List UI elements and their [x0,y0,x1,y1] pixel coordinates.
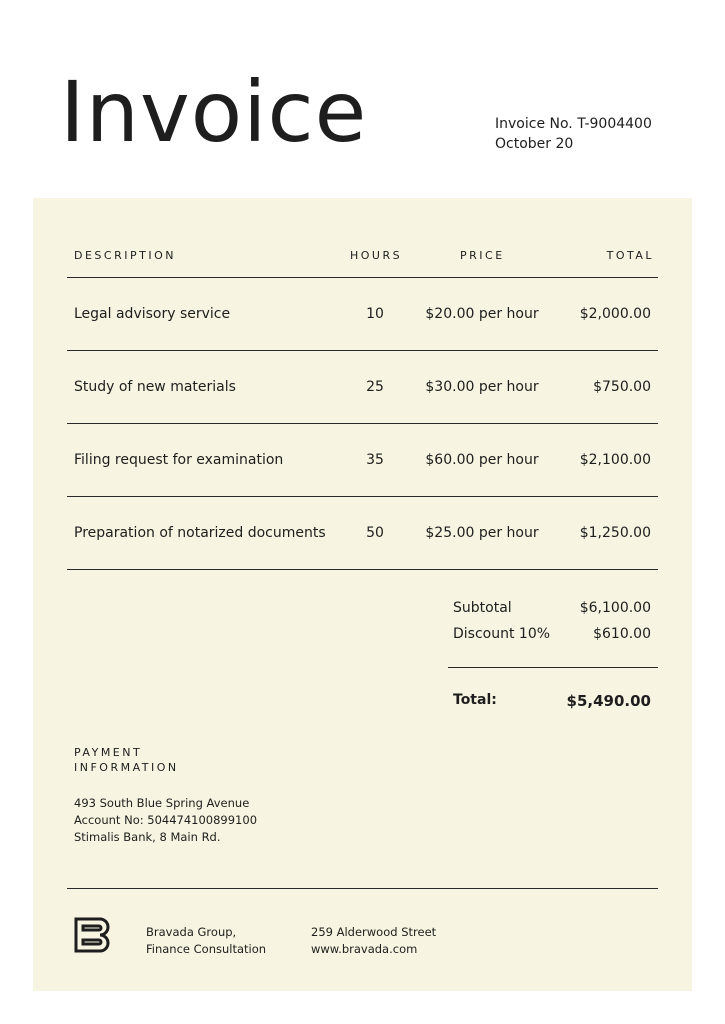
payment-account: Account No: 504474100899100 [74,813,258,827]
payment-information-heading [74,745,214,775]
row-hours: 10 [366,306,384,322]
payment-heading-line2: INFORMATION [74,761,179,774]
table-bottom-divider [67,569,658,570]
table-row [33,351,692,424]
payment-address: 493 South Blue Spring Avenue [74,796,250,810]
grand-total-label: Total: [453,692,497,708]
row-total: $1,250.00 [579,525,651,541]
payment-details [74,795,257,846]
company-street: 259 Alderwood Street [311,925,437,939]
subtotal-value: $6,100.00 [579,600,651,616]
company-department: Finance Consultation [146,942,267,956]
row-hours: 25 [366,379,384,395]
summary-divider [448,667,658,668]
row-description: Study of new materials [74,379,236,395]
invoice-number: Invoice No. T-9004400 [495,116,652,132]
row-description: Preparation of notarized documents [74,525,326,541]
subtotal-label: Subtotal [453,600,512,616]
payment-heading-line1: PAYMENT [74,746,143,759]
row-price: $25.00 per hour [425,525,539,541]
row-total: $750.00 [593,379,651,395]
invoice-date: October 20 [495,136,574,152]
invoice-title: Invoice [60,63,368,161]
column-header-price: PRICE [460,249,505,262]
row-price: $20.00 per hour [425,306,539,322]
invoice-meta [495,114,652,154]
row-total: $2,100.00 [579,452,651,468]
table-row [33,278,692,351]
company-website[interactable]: www.bravada.com [311,942,418,956]
row-total: $2,000.00 [579,306,651,322]
footer-contact [311,924,436,958]
discount-label: Discount 10% [453,626,551,642]
company-name: Bravada Group, [146,925,237,939]
row-price: $60.00 per hour [425,452,539,468]
letter-b-logo-icon [74,917,110,953]
column-header-description: DESCRIPTION [74,249,176,262]
column-header-hours: HOURS [350,249,403,262]
row-hours: 50 [366,525,384,541]
footer-divider [67,888,658,889]
row-hours: 35 [366,452,384,468]
row-description: Filing request for examination [74,452,284,468]
row-description: Legal advisory service [74,306,231,322]
payment-bank: Stimalis Bank, 8 Main Rd. [74,830,221,844]
footer-company [146,924,266,958]
discount-value: $610.00 [593,626,651,642]
table-row [33,424,692,497]
column-header-total: TOTAL [606,249,654,262]
row-price: $30.00 per hour [425,379,539,395]
invoice-panel [33,198,692,991]
grand-total-value: $5,490.00 [566,692,651,710]
table-row [33,497,692,570]
